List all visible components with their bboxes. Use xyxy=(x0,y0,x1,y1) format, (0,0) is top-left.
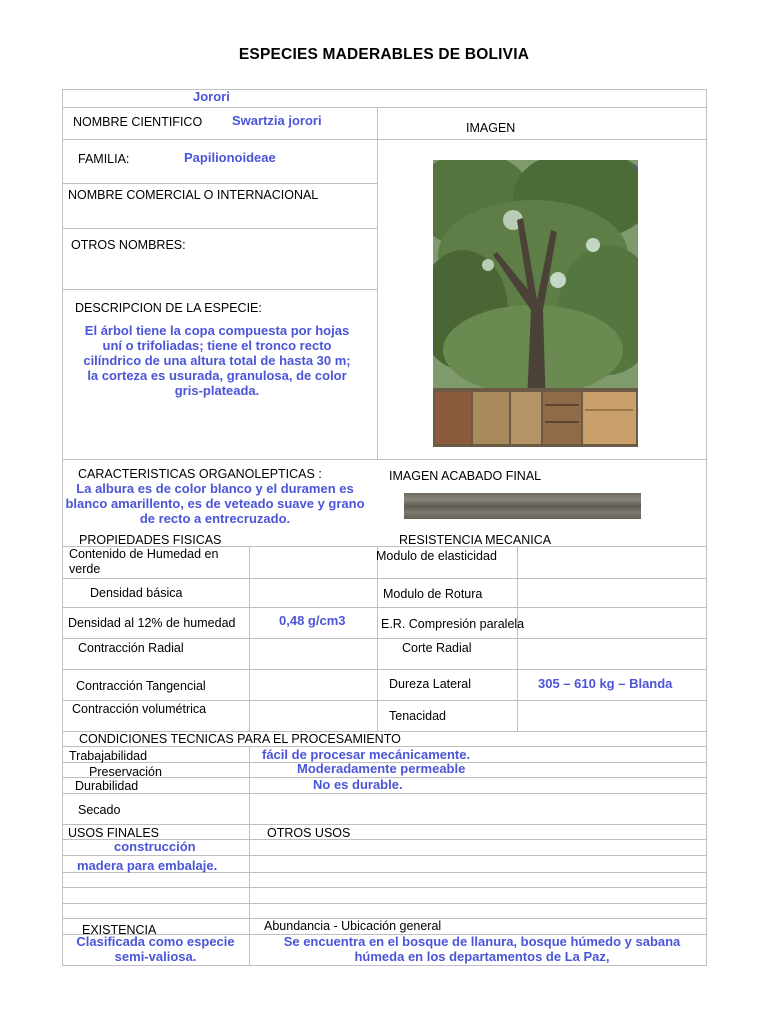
table-border-top xyxy=(62,89,707,90)
divider xyxy=(62,459,707,460)
species-name: Jorori xyxy=(193,89,230,104)
processing-heading: CONDICIONES TECNICAS PARA EL PROCESAMIENTO xyxy=(79,732,401,746)
use-construction: construcción xyxy=(114,839,196,854)
finish-image-label: IMAGEN ACABADO FINAL xyxy=(389,469,542,483)
divider xyxy=(249,546,250,731)
divider xyxy=(62,228,378,229)
description-text: El árbol tiene la copa compuesta por hojas uní o trifoliadas; tiene el tronco recto cilíndrico de una altura total de hasta 30 m; la corteza es usurada, granulosa, de color gris-plateada. xyxy=(83,323,351,398)
final-uses-label: USOS FINALES xyxy=(68,826,159,840)
tree-photo xyxy=(433,160,638,447)
rupture-label: Modulo de Rotura xyxy=(383,587,483,601)
mechanical-resistance-heading: RESISTENCIA MECANICA xyxy=(399,533,552,547)
divider xyxy=(62,183,378,184)
lateral-hardness-value: 305 – 610 kg – Blanda xyxy=(538,676,673,691)
compression-label: E.R. Compresión paralela xyxy=(381,617,525,631)
elasticity-label: Modulo de elasticidad xyxy=(376,549,497,563)
volumetric-contraction-label: Contracción volumétrica xyxy=(72,702,207,716)
divider xyxy=(62,578,707,579)
divider xyxy=(377,546,378,731)
drying-label: Secado xyxy=(78,803,121,817)
divider xyxy=(62,607,707,608)
density-12-label: Densidad al 12% de humedad xyxy=(68,616,236,630)
radial-cut-label: Corte Radial xyxy=(402,641,472,655)
tangential-contraction-label: Contracción Tangencial xyxy=(76,679,206,693)
radial-contraction-label: Contracción Radial xyxy=(78,641,184,655)
divider xyxy=(62,887,707,888)
workability-label: Trabajabilidad xyxy=(69,749,148,763)
document-title: ESPECIES MADERABLES DE BOLIVIA xyxy=(238,46,530,63)
physical-properties-heading: PROPIEDADES FISICAS xyxy=(79,533,222,547)
table-border-bottom xyxy=(62,965,707,966)
location-text: Se encuentra en el bosque de llanura, bosque húmedo y sabana húmeda en los departamentos de La Paz, xyxy=(283,934,681,964)
other-uses-label: OTROS USOS xyxy=(267,826,351,840)
classification-text: Clasificada como especie semi-valiosa. xyxy=(76,934,235,964)
commercial-name-label: NOMBRE COMERCIAL O INTERNACIONAL xyxy=(68,188,319,202)
humidity-label-line1: Contenido de Humedad en xyxy=(69,547,219,561)
organoleptic-label: CARACTERISTICAS ORGANOLEPTICAS : xyxy=(78,467,322,481)
preservation-label: Preservación xyxy=(89,765,162,779)
divider xyxy=(62,855,707,856)
finish-wood-image xyxy=(404,493,641,519)
divider xyxy=(62,700,707,701)
table-border-right xyxy=(706,89,707,966)
image-label: IMAGEN xyxy=(466,121,516,135)
durability-label: Durabilidad xyxy=(75,779,139,793)
tenacity-label: Tenacidad xyxy=(389,709,446,723)
divider xyxy=(517,546,518,731)
existence-label: EXISTENCIA xyxy=(82,923,157,937)
divider xyxy=(62,824,707,825)
abundance-label: Abundancia - Ubicación general xyxy=(264,919,442,933)
use-packaging: madera para embalaje. xyxy=(77,858,218,873)
family-value: Papilionoideae xyxy=(184,150,276,165)
humidity-label-line2: verde xyxy=(69,562,101,576)
family-label: FAMILIA: xyxy=(78,152,130,166)
divider xyxy=(62,669,707,670)
scientific-name-label: NOMBRE CIENTIFICO xyxy=(73,115,203,129)
basic-density-label: Densidad básica xyxy=(90,586,183,600)
divider xyxy=(62,638,707,639)
divider xyxy=(377,107,378,459)
preservation-value: Moderadamente permeable xyxy=(297,761,466,776)
density-12-value: 0,48 g/cm3 xyxy=(279,613,346,628)
table-border-left xyxy=(62,89,63,966)
divider xyxy=(62,903,707,904)
lateral-hardness-label: Dureza Lateral xyxy=(389,677,471,691)
divider xyxy=(62,139,707,140)
divider xyxy=(62,793,707,794)
close-icon[interactable]: x xyxy=(633,162,637,171)
scientific-name-value: Swartzia jorori xyxy=(232,113,322,128)
workability-value: fácil de procesar mecánicamente. xyxy=(262,747,471,762)
divider xyxy=(62,107,707,108)
durability-value: No es durable. xyxy=(313,777,403,792)
divider xyxy=(62,289,378,290)
organoleptic-text: La albura es de color blanco y el duramen es blanco amarillento, es de veteado suave y grano de recto a entrecruzado. xyxy=(65,481,365,526)
other-names-label: OTROS NOMBRES: xyxy=(71,238,186,252)
description-label: DESCRIPCION DE LA ESPECIE: xyxy=(75,301,262,315)
